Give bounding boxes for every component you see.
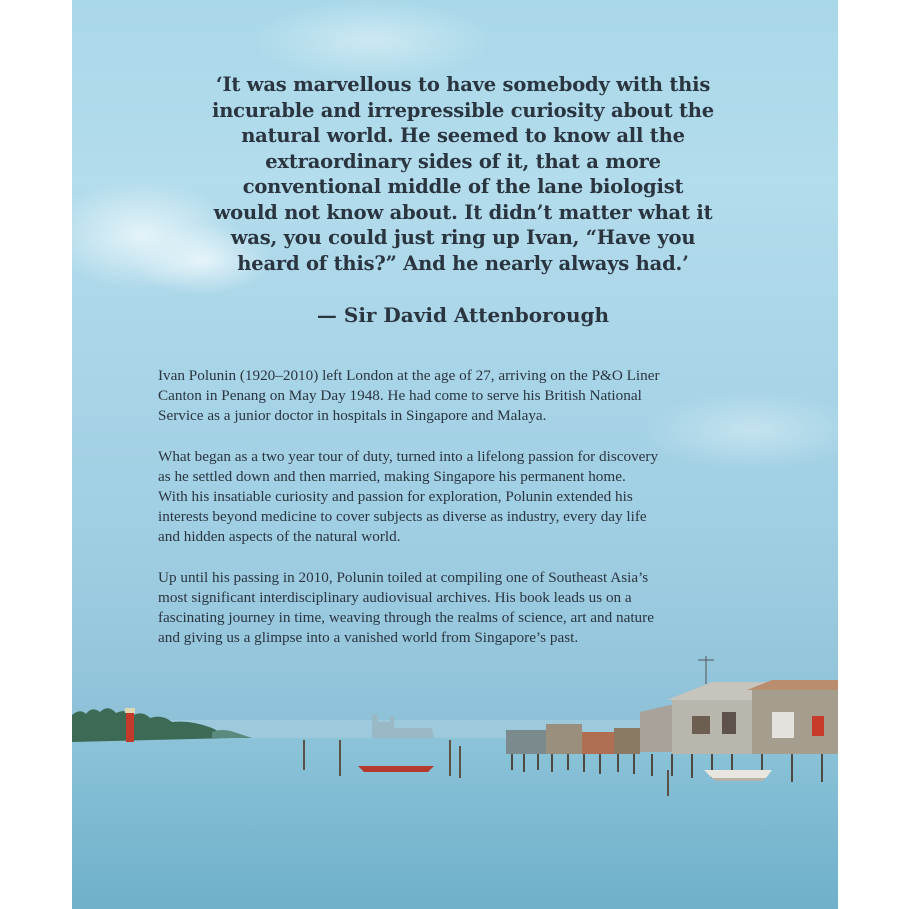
quote-line: extraordinary sides of it, that a more xyxy=(265,149,661,173)
quote-line: incurable and irrepressible curiosity about the xyxy=(212,98,714,122)
bio-line: and hidden aspects of the natural world. xyxy=(158,528,401,546)
stilt-houses xyxy=(506,680,838,754)
lighthouse-top xyxy=(125,708,135,713)
quote-attribution: — Sir David Attenborough xyxy=(316,303,610,327)
bio-paragraph xyxy=(158,366,778,427)
red-boat xyxy=(358,766,434,772)
bio-line: Service as a junior doctor in hospitals in Singapore and Malaya. xyxy=(158,407,547,425)
pull-quote xyxy=(182,72,744,276)
quote-line: heard of this?” And he nearly always had.’ xyxy=(237,251,689,275)
sea xyxy=(72,738,838,909)
quote-line: ‘It was marvellous to have somebody with this xyxy=(215,73,711,96)
bio-line: most significant interdisciplinary audiovisual archives. His book leads us on a xyxy=(158,588,632,606)
bio-line: What began as a two year tour of duty, turned into a lifelong passion for discovery xyxy=(158,447,659,465)
bio-line: Canton in Penang on May Day 1948. He had come to serve his British National xyxy=(158,387,642,405)
white-boat-hull xyxy=(712,778,766,781)
quote-line: was, you could just ring up Ivan, “Have you xyxy=(230,226,696,249)
bio-line: as he settled down and then married, making Singapore his permanent home. xyxy=(158,467,626,485)
biography-text xyxy=(158,366,778,668)
quote-line: natural world. He seemed to know all the xyxy=(241,124,685,147)
book-back-cover xyxy=(72,0,838,909)
bio-line: and giving us a glimpse into a vanished world from Singapore’s past. xyxy=(158,629,579,647)
quote-line: conventional middle of the lane biologist xyxy=(242,175,684,198)
bio-line: Ivan Polunin (1920–2010) left London at the age of 27, arriving on the P&O Liner xyxy=(158,367,660,384)
white-boat xyxy=(704,770,772,778)
cloud xyxy=(252,0,492,80)
bio-paragraph xyxy=(158,447,778,548)
quote-line: would not know about. It didn’t matter what it xyxy=(213,200,713,224)
lighthouse xyxy=(126,712,134,742)
bio-line: With his insatiable curiosity and passion for exploration, Polunin extended his xyxy=(158,488,633,506)
bio-line: interests beyond medicine to cover subjects as diverse as industry, every day life xyxy=(158,508,647,526)
bio-line: fascinating journey in time, weaving through the realms of science, art and nature xyxy=(158,609,654,627)
bio-line: Up until his passing in 2010, Polunin toiled at compiling one of Southeast Asia’s xyxy=(158,568,649,586)
bio-paragraph xyxy=(158,568,778,649)
